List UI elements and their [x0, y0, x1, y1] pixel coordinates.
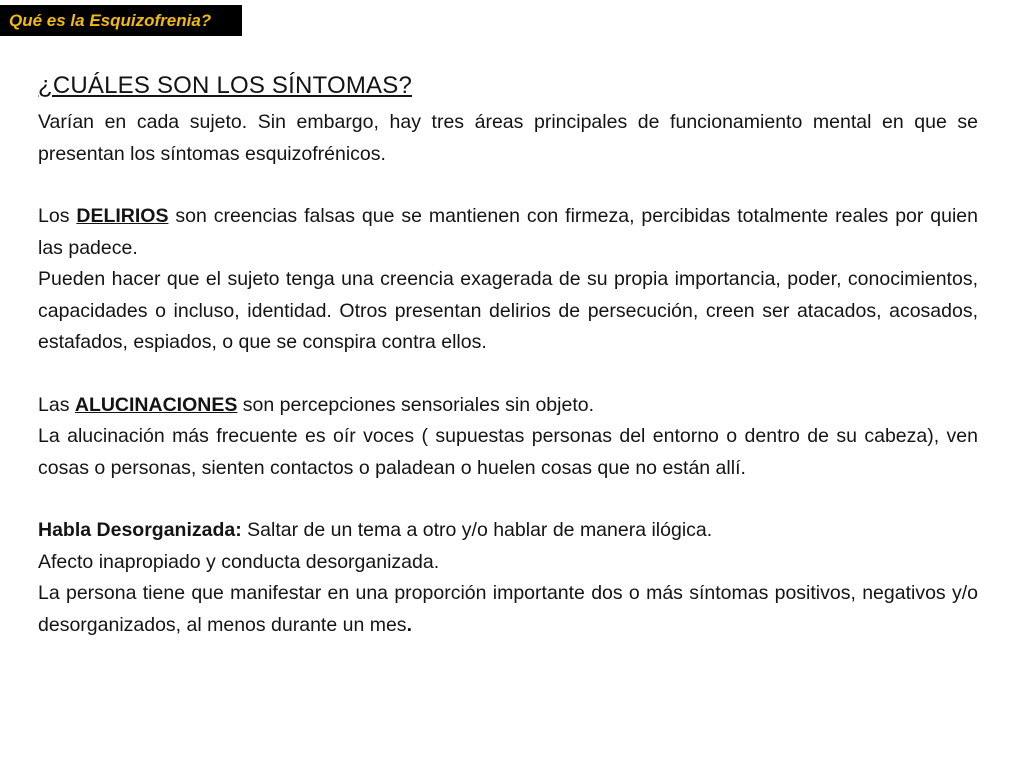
slide-body — [38, 68, 978, 641]
afecto-paragraph: Afecto inapropiado y conducta desorganizada. — [38, 550, 440, 573]
delirios-prefix: Los — [38, 205, 77, 227]
delirios-term: DELIRIOS — [76, 205, 169, 227]
habla-paragraph — [38, 515, 978, 547]
alucinaciones-prefix: Las — [38, 393, 75, 416]
alucinaciones-detail: La alucinación más frecuente es oír voces ( supuestas personas del entorno o dentro de su cabeza), ven cosas o personas, sienten contactos o paladean o huelen cosas que no están allí. — [38, 425, 978, 479]
alucinaciones-term: ALUCINACIONES — [74, 393, 238, 416]
section-tab — [0, 5, 242, 36]
criterio-paragraph — [38, 578, 978, 641]
section-tab-label: Qué es la Esquizofrenia? — [9, 11, 212, 30]
alucinaciones-text: son percepciones sensoriales sin objeto. — [237, 393, 595, 416]
spacer — [38, 484, 978, 515]
criterio-text: La persona tiene que manifestar en una proporción importante dos o más síntomas positivos, negativos y/o desorganizados, al menos durante un mes — [38, 582, 978, 636]
delirios-paragraph — [38, 201, 978, 264]
spacer — [38, 170, 978, 201]
criterio-end: . — [406, 613, 412, 636]
habla-text: Saltar de un tema a otro y/o hablar de manera ilógica. — [241, 519, 713, 541]
intro-paragraph: Varían en cada sujeto. Sin embargo, hay tres áreas principales de funcionamiento mental en que se presentan los síntomas esquizofrénicos. — [38, 111, 978, 165]
page-title: ¿CUÁLES SON LOS SÍNTOMAS? — [38, 72, 412, 99]
delirios-detail: Pueden hacer que el sujeto tenga una creencia exagerada de su propia importancia, poder, conocimientos, capacidades o incluso, identidad. Otros presentan delirios de persecución, creen ser atacados, acosados, estafados, espiados, o que se conspira contra ellos. — [38, 268, 978, 353]
alucinaciones-paragraph — [38, 390, 978, 422]
delirios-text: son creencias falsas que se mantienen con firmeza, percibidas totalmente reales por quien las padece. — [38, 205, 978, 259]
habla-term: Habla Desorganizada: — [38, 519, 242, 541]
spacer — [38, 359, 978, 390]
